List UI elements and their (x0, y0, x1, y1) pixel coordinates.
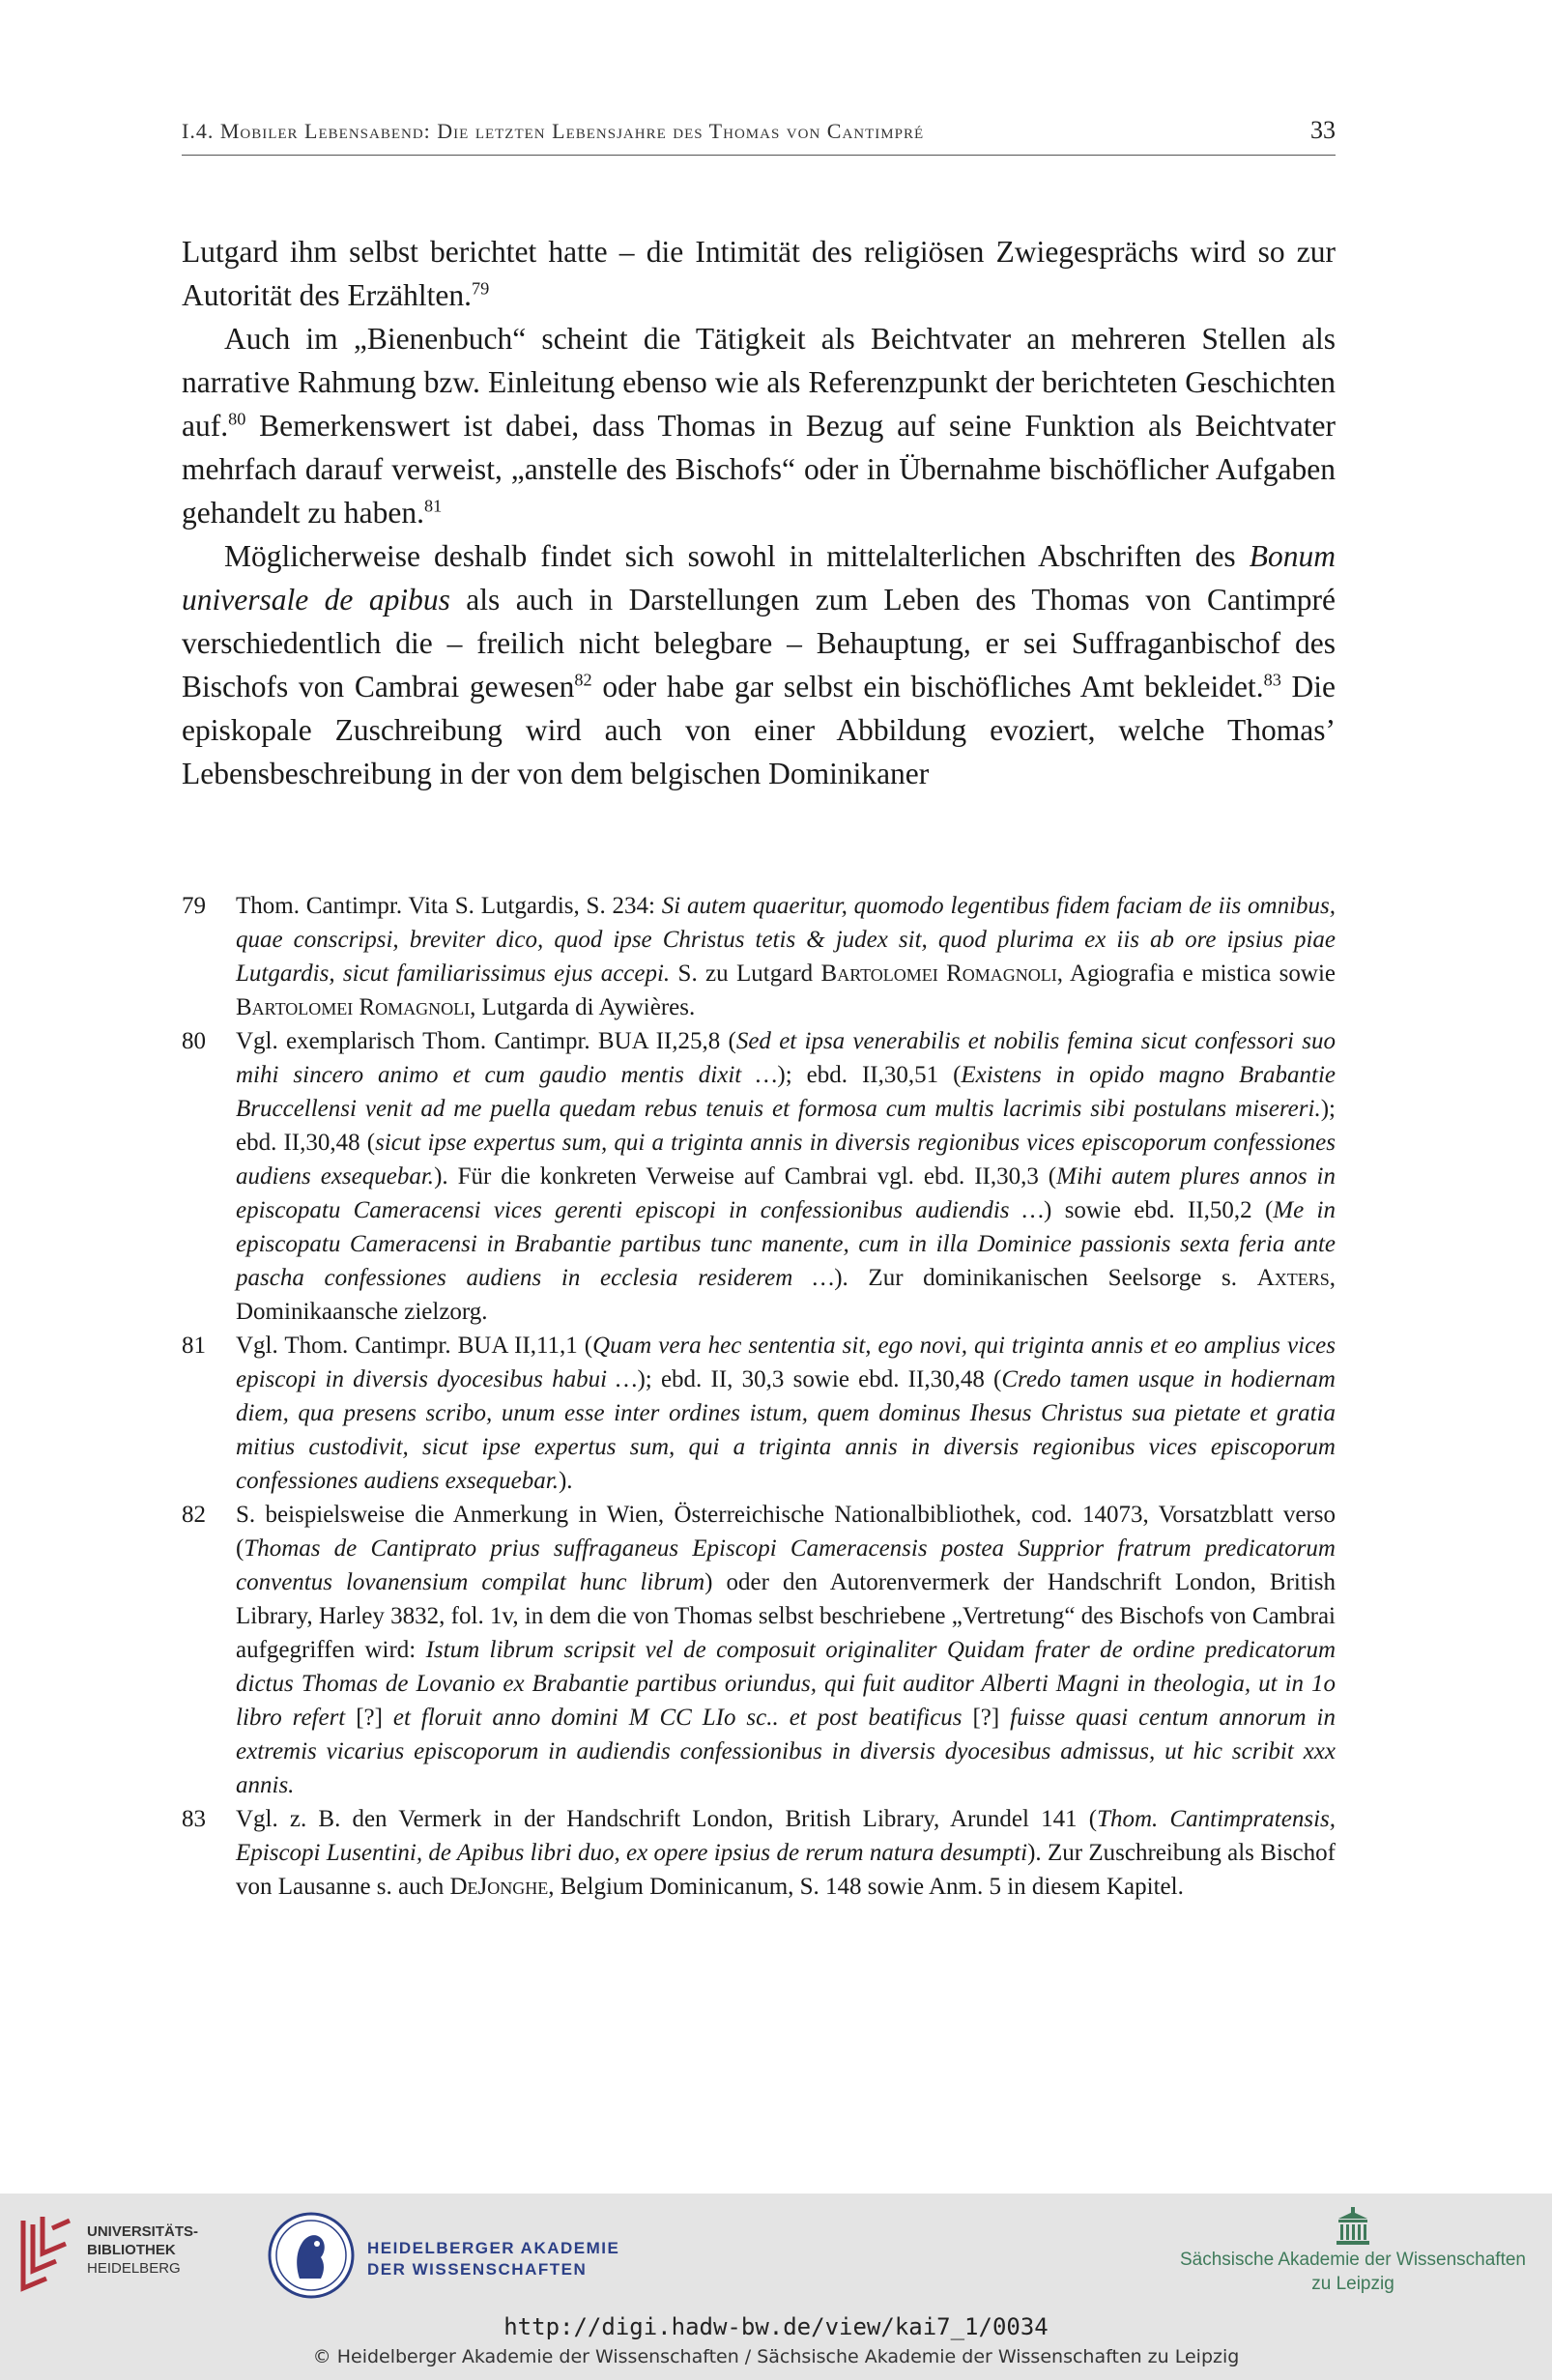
copyright-notice: © Heidelberger Akademie der Wissenschaften / Sächsische Akademie der Wissenschaften zu Leipzig (312, 2346, 1240, 2367)
footnote-81 (182, 1329, 1336, 1498)
saw-building-icon (1335, 2207, 1371, 2246)
footnote-80 (182, 1024, 1336, 1329)
text-run: Bemerkenswert ist dabei, dass Thomas in Bezug auf seine Funktion als Beichtvater mehrfach darauf verweist, „anstelle des Bischofs“ oder in Übernahme bischöflicher Aufgaben gehandelt zu haben. (182, 409, 1336, 530)
saw-logo-text: Sächsische Akademie der Wissenschaften zu Leipzig (1179, 2250, 1526, 2294)
footnote-82 (182, 1498, 1336, 1802)
footnote-ref-80[interactable]: 80 (228, 409, 246, 429)
body-text (182, 230, 1336, 795)
page-number: 33 (1310, 116, 1336, 144)
page-header (182, 116, 1336, 156)
text-run: Möglicherweise deshalb findet sich sowohl in mittelalterlichen Abschriften des (224, 539, 1250, 573)
ub-logo-icon (17, 2211, 77, 2294)
paragraph-1 (182, 230, 1336, 317)
footnote-number: 80 (182, 1028, 206, 1054)
footnote-number: 81 (182, 1333, 206, 1359)
text-run: Lutgard ihm selbst berichtet hatte – die Intimität des religiösen Zwiegesprächs wird so zur Autorität des Erzählten. (182, 235, 1336, 312)
text-run: oder habe gar selbst ein bischöfliches Amt bekleidet. (591, 670, 1264, 703)
ub-heidelberg-logo[interactable] (17, 2211, 220, 2298)
saw-leipzig-logo[interactable] (1169, 2207, 1537, 2313)
paragraph-3 (182, 534, 1336, 795)
footer-band (0, 2194, 1552, 2380)
footnote-79 (182, 889, 1336, 1024)
hadw-logo[interactable] (267, 2211, 653, 2308)
footnote-number: 82 (182, 1502, 206, 1528)
footnote-number: 83 (182, 1806, 206, 1832)
work-title: Bonum universale de apibus (182, 539, 1336, 617)
text-run: Auch im „Bienenbuch“ scheint die Tätigkeit als Beichtvater an mehreren Stellen als narrative Rahmung bzw. Einleitung ebenso wie als Referenzpunkt der berichteten Geschichten auf. (182, 322, 1336, 443)
footnote-ref-82[interactable]: 82 (574, 670, 592, 690)
running-head: I.4. Mobiler Lebensabend: Die letzten Lebensjahre des Thomas von Cantimpré (182, 119, 925, 143)
footnote-number: 79 (182, 893, 206, 919)
footnote-text: Thom. Cantimpr. Vita S. Lutgardis, S. 234: Si autem quaeritur, quomodo legentibus fidem faciam de iis omnibus, quae conscripsi, breviter dico, quod ipse Christus tetis & judex sit, quod plurima ex iis ab ore ipsius piae Lutgardis, sicut familiarissimus ejus accepi. S. zu Lutgard Bartolomei Romagnoli, Agiografia e mistica sowie Bartolomei Romagnoli, Lutgarda di Aywières. (236, 893, 1336, 1020)
footnote-text: Vgl. z. B. den Vermerk in der Handschrift London, British Library, Arundel 141 (Thom. Cantimpratensis, Episcopi Lusentini, de Apibus libri duo, ex opere ipsius de rerum natura desumpti). Zur Zuschreibung als Bischof von Lausanne s. auch DeJonghe, Belgium Dominicanum, S. 148 sowie Anm. 5 in diesem Kapitel. (236, 1806, 1336, 1900)
hadw-logo-text: HEIDELBERGER AKADEMIE DER WISSENSCHAFTEN (367, 2239, 620, 2279)
footnote-ref-81[interactable]: 81 (424, 496, 443, 516)
text-run: Die episkopale Zuschreibung wird auch von einer Abbildung evoziert, welche Thomas’ Lebensbeschreibung in der von dem belgischen Dominikaner (182, 670, 1336, 790)
footnote-text: Vgl. exemplarisch Thom. Cantimpr. BUA II,25,8 (Sed et ipsa venerabilis et nobilis femina sicut confessori suo mihi sincero animo et cum gaudio mentis dixit …); ebd. II,30,51 (Existens in opido magno Brabantie Bruccellensi venit ad me puella quedam rebus tenuis et formosa cum multis lacrimis sibi postulans misereri.); ebd. II,30,48 (sicut ipse expertus sum, qui a triginta annis in diversis regionibus vices episcoporum confessiones audiens exsequebar.). Für die konkreten Verweise auf Cambrai vgl. ebd. II,30,3 (Mihi autem plures annos in episcopatu Cameracensi vices gerenti episcopi in confessionibus audiendis …) sowie ebd. II,50,2 (Me in episcopatu Cameracensi in Brabantie partibus tunc manente, cum in illa Dominice passionis sexta feria ante pascha confessiones audiens in ecclesia residerem …). Zur dominikanischen Seelsorge s. Axters, Dominikaansche zielzorg. (236, 1028, 1336, 1325)
permalink-url[interactable]: http://digi.hadw-bw.de/view/kai7_1/0034 (503, 2313, 1049, 2340)
footnote-text: S. beispielsweise die Anmerkung in Wien, Österreichische Nationalbibliothek, cod. 14073, Vorsatzblatt verso (Thomas de Cantiprato prius suffraganeus Episcopi Cameracensis postea Supprior fratrum predicatorum conventus lovanensium compilat hunc librum) oder den Autorenvermerk der Handschrift London, British Library, Harley 3832, fol. 1v, in dem die von Thomas selbst beschriebene „Vertretung“ des Bischofs von Cambrai aufgegriffen wird: Istum librum scripsit vel de composuit originaliter Quidam frater de ordine predicatorum dictus Thomas de Lovanio ex Brabantie partibus oriundus, qui fuit auditor Alberti Magni in theologia, ut in 1o libro refert [?] et floruit anno domini M CC LIo sc.. et post beatificus [?] fuisse quasi centum annorum in extremis vicarius episcoporum in audiendis confessionibus in diversis dyocesibus admissus, ut hic scribit xxx annis. (236, 1502, 1336, 1798)
text-run: als auch in Darstellungen zum Leben des Thomas von Cantimpré verschiedentlich die – freilich nicht belegbare – Behauptung, er sei Suffraganbischof des Bischofs von Cambrai gewesen (182, 583, 1336, 703)
footnote-ref-79[interactable]: 79 (472, 278, 490, 299)
footnotes (182, 889, 1336, 1904)
footnote-text: Vgl. Thom. Cantimpr. BUA II,11,1 (Quam vera hec sententia sit, ego novi, qui triginta annis et eo amplius vices episcopi in diversis dyocesibus habui …); ebd. II, 30,3 sowie ebd. II,30,48 (Credo tamen usque in hodiernam diem, qua presens scribo, unum esse inter ordines istum, quem dominus Ihesus Christus sua pietate et gratia mitius custodivit, sicut ipse expertus sum, qui a triginta annis in diversis regionibus vices episcoporum confessiones audiens exsequebar.). (236, 1333, 1336, 1494)
ub-logo-text: UNIVERSITÄTS- BIBLIOTHEK HEIDELBERG (87, 2223, 199, 2277)
footnote-83 (182, 1802, 1336, 1904)
footnote-ref-83[interactable]: 83 (1263, 670, 1281, 690)
hadw-seal-icon (267, 2211, 356, 2300)
paragraph-2 (182, 317, 1336, 534)
